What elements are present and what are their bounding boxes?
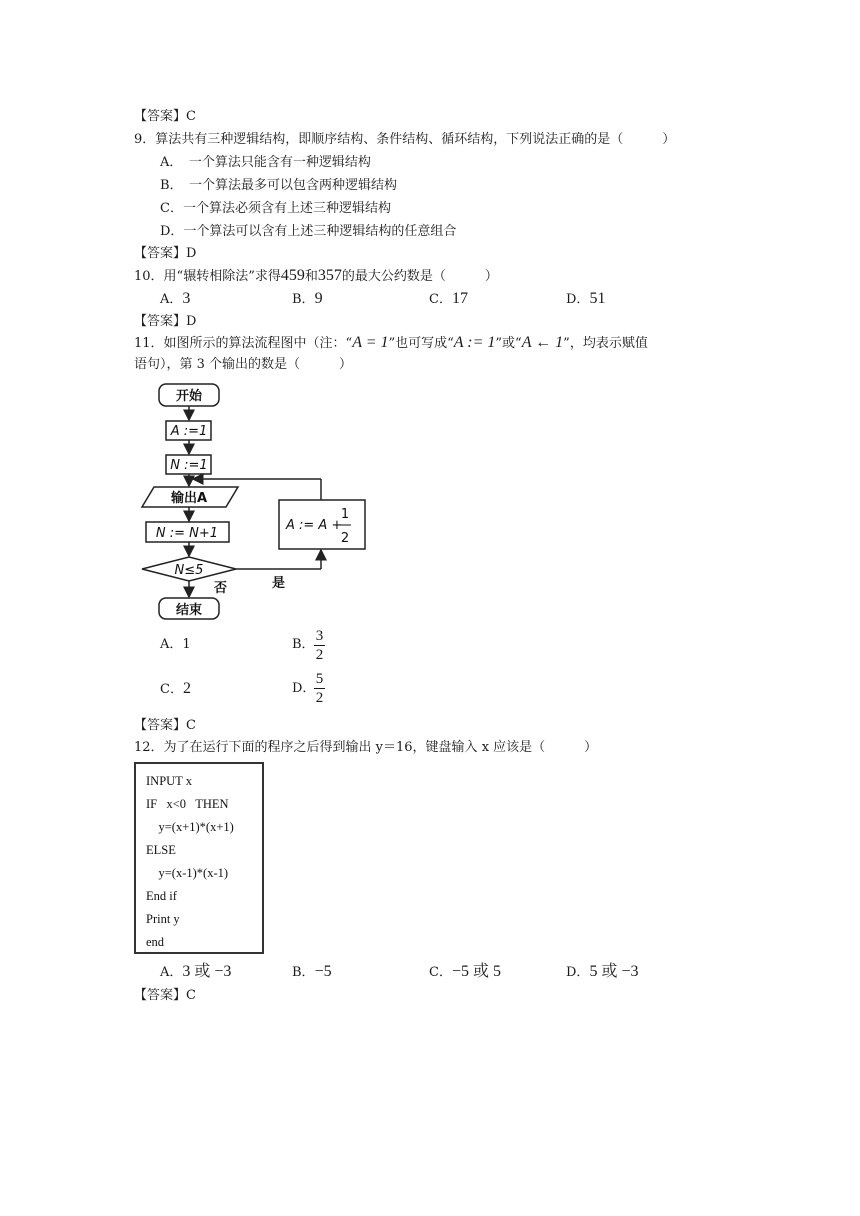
q11-option-d-fraction: 5 2 <box>315 671 324 706</box>
code-line-3: y=(x+1)*(x+1) <box>146 820 241 834</box>
q10-number-2: 357 <box>317 267 342 284</box>
flow-increment-label: N := N+1 <box>155 526 219 541</box>
q11-option-d-letter: D． <box>292 681 316 696</box>
q11-eq-3: A ← 1 <box>521 334 564 351</box>
q9-answer: 【答案】D <box>134 246 197 261</box>
q10-option-a: A．3 <box>160 290 191 307</box>
q11-option-c: C．2 <box>160 680 191 697</box>
q10-stem-part1: 10．用“辗转相除法”求得 <box>134 269 281 284</box>
code-line-8: end <box>146 935 186 949</box>
q12-option-a: A．3 或 −3 <box>160 963 232 980</box>
q12-stem: 12．为了在运行下面的程序之后得到输出 y＝16，键盘输入 x 应该是（ ） <box>134 740 598 755</box>
q11-answer: 【答案】C <box>134 718 196 733</box>
q12-answer: 【答案】C <box>134 988 196 1003</box>
flow-update-label: A := A + <box>286 518 343 533</box>
q10-answer: 【答案】D <box>134 314 197 329</box>
q9-option-d: D．一个算法可以含有上述三种逻辑结构的任意组合 <box>160 224 457 239</box>
q9-option-a: A． 一个算法只能含有一种逻辑结构 <box>160 155 371 170</box>
flow-output-label: 输出A <box>170 491 208 506</box>
q9-option-c: C．一个算法必须含有上述三种逻辑结构 <box>160 201 391 216</box>
code-line-7: Print y <box>146 912 180 926</box>
q11-stem-line2: 语句），第 3 个输出的数是（ ） <box>134 357 353 372</box>
q10-option-b: B．9 <box>292 290 323 307</box>
q9-stem: 9．算法共有三种逻辑结构，即顺序结构、条件结构、循环结构，下列说法正确的是（ ） <box>134 132 676 147</box>
flow-assign-a-label: A :=1 <box>170 424 208 439</box>
flow-start-label: 开始 <box>175 389 203 404</box>
code-line-6: End if <box>146 889 177 903</box>
q12-option-d: D．5 或 −3 <box>566 963 639 980</box>
q10-and: 和 <box>304 269 318 284</box>
code-line-5: y=(x-1)*(x-1) <box>146 866 235 880</box>
q11-flowchart <box>134 380 394 622</box>
q12-option-b: B．−5 <box>292 963 332 980</box>
q12-option-c: C．−5 或 5 <box>429 963 501 980</box>
q10-stem-part2: 的最大公约数是（ ） <box>341 269 498 284</box>
q8-answer: 【答案】C <box>134 109 196 124</box>
q11-option-b-letter: B． <box>292 637 315 652</box>
q11-eq-1: A = 1 <box>352 334 389 351</box>
q11-option-a: A．1 <box>160 637 191 652</box>
flow-yes-label: 是 <box>272 576 286 591</box>
flow-end-label: 结束 <box>175 603 203 618</box>
q10-number-1: 459 <box>280 267 305 284</box>
q10-option-d: D．51 <box>566 290 606 307</box>
flow-update-fraction-den: 2 <box>340 531 350 546</box>
code-line-1: INPUT x <box>146 774 192 788</box>
q12-program-box <box>134 762 264 954</box>
flow-update-fraction-num: 1 <box>340 507 350 522</box>
flow-no-label: 否 <box>214 581 228 596</box>
q9-option-b: B． 一个算法最多可以包含两种逻辑结构 <box>160 178 398 193</box>
code-line-2: IF x<0 THEN <box>146 797 229 811</box>
code-line-4: ELSE <box>146 843 176 857</box>
flow-assign-n-label: N :=1 <box>170 458 208 473</box>
flow-condition-label: N≤5 <box>174 563 204 578</box>
q11-option-b-fraction: 3 2 <box>315 628 324 663</box>
q11-stem-line1: 11．如图所示的算法流程图中（注：“A = 1”也可写成“A := 1”或“A ← 1”，均表示赋值 <box>134 334 648 351</box>
q11-eq-2: A := 1 <box>453 334 496 351</box>
q10-option-c: C．17 <box>429 290 468 307</box>
q10-stem <box>134 267 498 286</box>
